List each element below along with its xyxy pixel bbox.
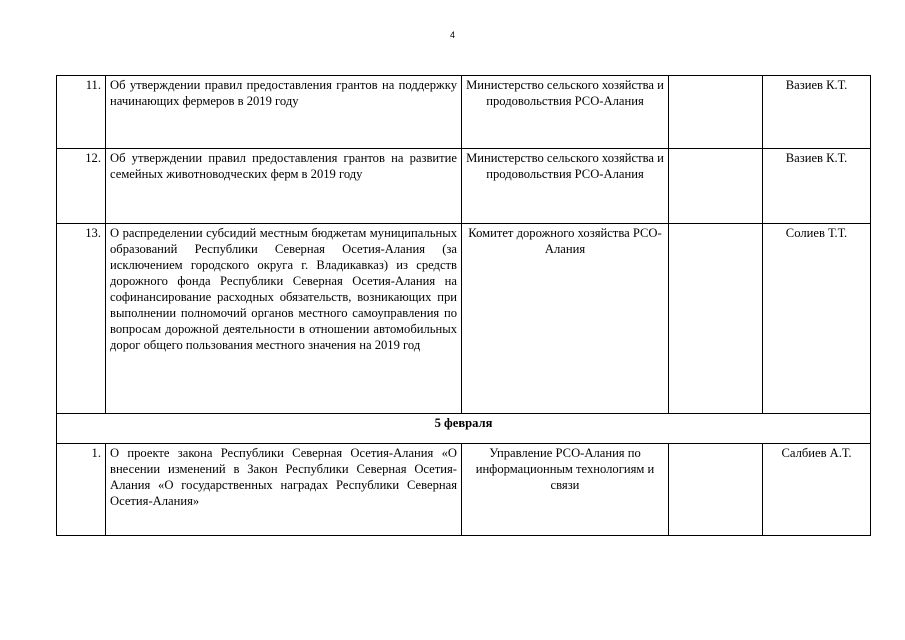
row-number: 11. [57, 76, 106, 149]
row-title: О проекте закона Республики Северная Осетия-Алания «О внесении изменений в Закон Республики Северная Осетия-Алания «О государственных наградах Республики Северная Осетия-Алания» [106, 444, 462, 536]
schedule-table [56, 75, 871, 536]
table-row [57, 224, 871, 414]
section-header-row [57, 414, 871, 444]
table-row [57, 76, 871, 149]
row-title: Об утверждении правил предоставления грантов на поддержку начинающих фермеров в 2019 году [106, 76, 462, 149]
row-empty-cell [669, 224, 763, 414]
table-row [57, 149, 871, 224]
page-number: 4 [449, 30, 455, 40]
row-empty-cell [669, 149, 763, 224]
row-organization: Министерство сельского хозяйства и продовольствия РСО-Алания [462, 76, 669, 149]
row-organization: Министерство сельского хозяйства и продовольствия РСО-Алания [462, 149, 669, 224]
table-row [57, 444, 871, 536]
row-empty-cell [669, 444, 763, 536]
row-responsible: Вазиев К.Т. [763, 149, 871, 224]
row-title: Об утверждении правил предоставления грантов на развитие семейных животноводческих ферм в 2019 году [106, 149, 462, 224]
row-number: 12. [57, 149, 106, 224]
row-number: 1. [57, 444, 106, 536]
row-title: О распределении субсидий местным бюджетам муниципальных образований Республики Северная Осетия-Алания (за исключением городского округа г. Владикавказ) из средств дорожного фонда Республики Северная Осетия-Алания на софинансирование расходных обязательств, возникающих при выполнении полномочий органов местного самоуправления по вопросам дорожной деятельности в отношении автомобильных дорог общего пользования местного значения на 2019 год [106, 224, 462, 414]
section-date: 5 февраля [57, 414, 871, 444]
row-organization: Комитет дорожного хозяйства РСО-Алания [462, 224, 669, 414]
row-organization: Управление РСО-Алания по информационным технологиям и связи [462, 444, 669, 536]
row-responsible: Салбиев А.Т. [763, 444, 871, 536]
row-number: 13. [57, 224, 106, 414]
row-empty-cell [669, 76, 763, 149]
row-responsible: Солиев Т.Т. [763, 224, 871, 414]
row-responsible: Вазиев К.Т. [763, 76, 871, 149]
